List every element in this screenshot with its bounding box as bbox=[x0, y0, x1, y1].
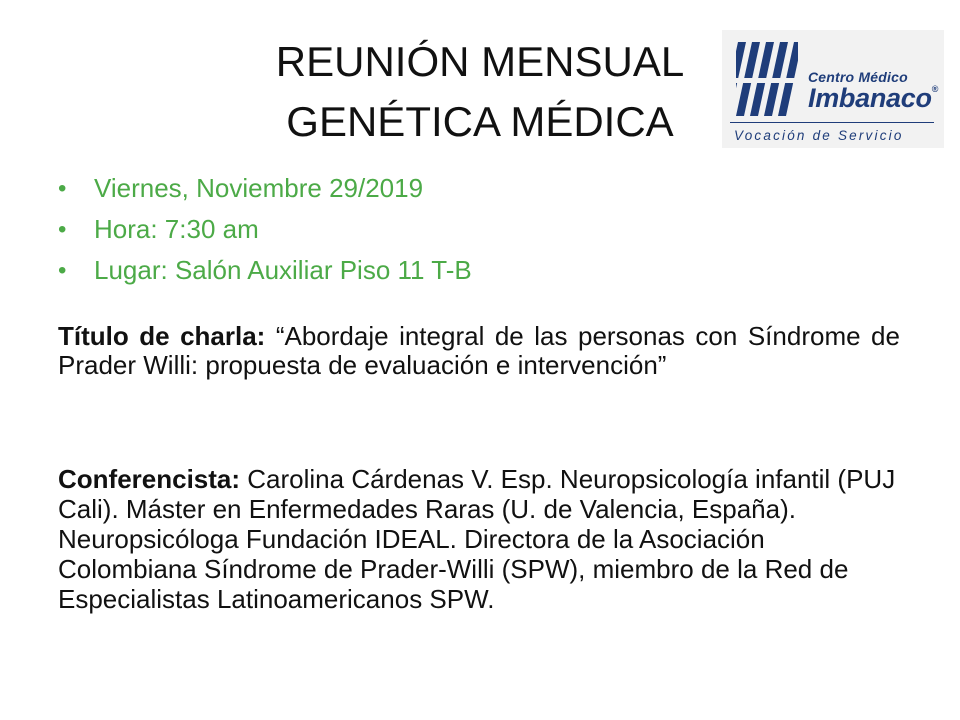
speaker-text: Carolina Cárdenas V. Esp. Neuropsicología infantil (PUJ Cali). Máster en Enfermedades Raras (U. de Valencia, España). Neuropsicóloga Fundación IDEAL. Directora de la Asociación Colombiana Síndrome de Prader-Willi (SPW), miembro de la Red de Especialistas Latinoamericanos SPW. bbox=[58, 464, 896, 614]
title-line-1: REUNIÓN MENSUAL bbox=[275, 38, 685, 85]
talk-title-text: “Abordaje integral de las personas con Síndrome de Prader Willi: propuesta de evaluación e intervención” bbox=[58, 321, 900, 380]
title-line-2: GENÉTICA MÉDICA bbox=[286, 98, 674, 145]
event-details-list bbox=[58, 168, 472, 291]
talk-title-label: Título de charla: bbox=[58, 321, 266, 351]
logo-divider bbox=[730, 122, 934, 123]
logo-stripes-icon bbox=[722, 30, 812, 122]
detail-text: Hora: 7:30 am bbox=[94, 214, 259, 244]
bullet-icon: • bbox=[58, 216, 67, 243]
imbanaco-logo bbox=[722, 30, 944, 148]
logo-wordmark bbox=[808, 70, 938, 112]
detail-time bbox=[58, 209, 472, 250]
bullet-icon: • bbox=[58, 175, 67, 202]
detail-date bbox=[58, 168, 472, 209]
bullet-icon: • bbox=[58, 257, 67, 284]
logo-name-big: Imbanaco® bbox=[808, 83, 938, 113]
speaker-paragraph bbox=[58, 464, 900, 614]
detail-location bbox=[58, 250, 472, 291]
logo-name-small: Centro Médico bbox=[808, 69, 908, 85]
detail-text: Viernes, Noviembre 29/2019 bbox=[94, 173, 424, 203]
logo-tagline: Vocación de Servicio bbox=[734, 128, 904, 143]
speaker-label: Conferencista: bbox=[58, 464, 241, 494]
talk-title-paragraph bbox=[58, 322, 900, 380]
slide-title bbox=[200, 32, 760, 152]
detail-text: Lugar: Salón Auxiliar Piso 11 T-B bbox=[94, 255, 472, 285]
